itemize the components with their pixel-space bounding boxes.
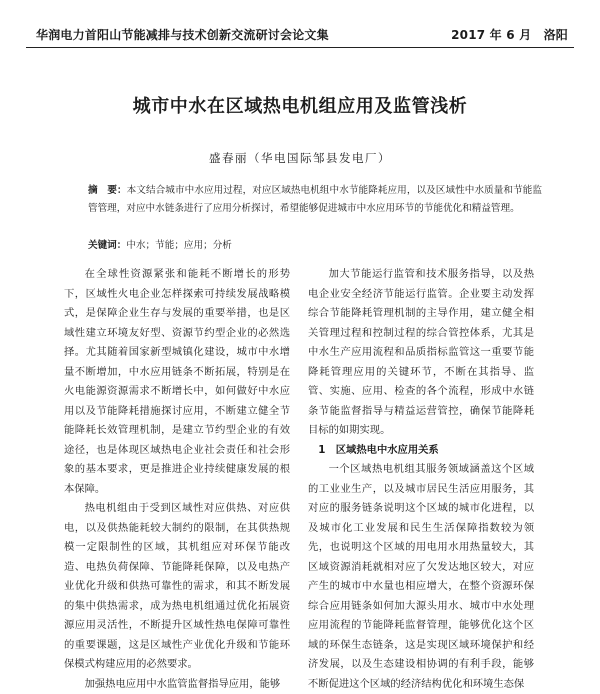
paper-title: 城市中水在区域热电机组应用及监管浅析 xyxy=(0,92,600,118)
header-rule xyxy=(26,47,574,48)
body-paragraph: 一个区域热电机组其服务领域涵盖这个区域的工业业生产，以及城市居民生活应用服务，其对应的服务链条说明这个区域的城市化进程，以及城市化工业发展和民生生活保障指数较为领先，也说明这个区域的用电用水用热量较大，其区域资源消耗就相对应了欠发达地区较大，对应产生的城市中水量也相应增大，在整个资源环保综合应用链条如何加大源头用水、城市中水处理应用流程的节能降耗监督管理，能够优化这个区域的环保生态链条，这是实现区域环境保护和经济发展，以及生态建设相协调的有利手段，能够不断促进这个区域的经济结构优化和环境生态保 xyxy=(308,460,534,694)
body-paragraph: 热电机组由于受到区域性对应供热、对应供电，以及供热能耗较大制约的限制，在其供热规模一定限制性的区域，其机组应对环保节能改造、电热负荷保障、节能降耗保障，以及电热产业优化升级和供热可靠性的需求，和其不断发展的集中供热需求，成为热电机组通过优化拓展资源应用灵活性，不断提升区域性热电保障可靠性的重要课题，这是区域性产业优化升级和节能环保模式构建应用的必然要求。 xyxy=(64,499,290,675)
body-paragraph: 在全球性资源紧张和能耗不断增长的形势下，区域性火电企业怎样探索可持续发展战略模式，是保障企业生存与发展的重要举措，也是区域性建立环境友好型、资源节约型企业的必然选择。尤其随着国家新型城镇化建设，城市中水增量不断增加，中水应用链条不断拓展，特别是在火电能源资源需求不断增长中，如何做好中水应用以及节能降耗措施探讨应用，不断建立健全节能降耗长效管理机制，是建立节约型企业的有效途径，也是体现区域热电企业社会责任和社会形象的基本要求，更是推进企业持续健康发展的根本保障。 xyxy=(64,265,290,499)
keywords-text: 中水；节能；应用；分析 xyxy=(126,240,232,251)
keywords xyxy=(88,237,542,255)
date-place: 2017 年 6 月 洛阳 xyxy=(451,26,568,43)
paper-author: 盛春丽（华电国际邹县发电厂） xyxy=(0,150,600,166)
section-heading: 1 区域热电中水应用关系 xyxy=(308,441,534,461)
body-column-right xyxy=(308,265,534,694)
abstract xyxy=(88,182,542,218)
collection-title: 华润电力首阳山节能减排与技术创新交流研讨会论文集 xyxy=(36,26,329,43)
abstract-text: 本文结合城市中水应用过程，对应区域热电机组中水节能降耗应用，以及区域性中水质量和节能监管管理，对应中水链条进行了应用分析探讨，希望能够促进城市中水应用环节的节能优化和精益管理。 xyxy=(88,185,542,214)
body-paragraph: 加大节能运行监管和技术服务指导，以及热电企业安全经济节能运行监管。企业要主动发挥综合节能降耗管理机制的主导作用，建立健全相关管理过程和控制过程的综合管控体系，尤其是中水生产应用流程和品质指标监管这一重要节能降耗管理应用的关键环节，不断在其指导、监管、实施、应用、检查的各个流程，形成中水链条节能监督指导与精益运营管控，确保节能降耗目标的如期实现。 xyxy=(308,265,534,441)
abstract-label: 摘 要： xyxy=(88,185,127,196)
body-column-left xyxy=(64,265,290,694)
keywords-label: 关键词： xyxy=(88,240,126,251)
body-paragraph: 加强热电应用中水监管监督指导应用，能够 xyxy=(64,675,290,694)
